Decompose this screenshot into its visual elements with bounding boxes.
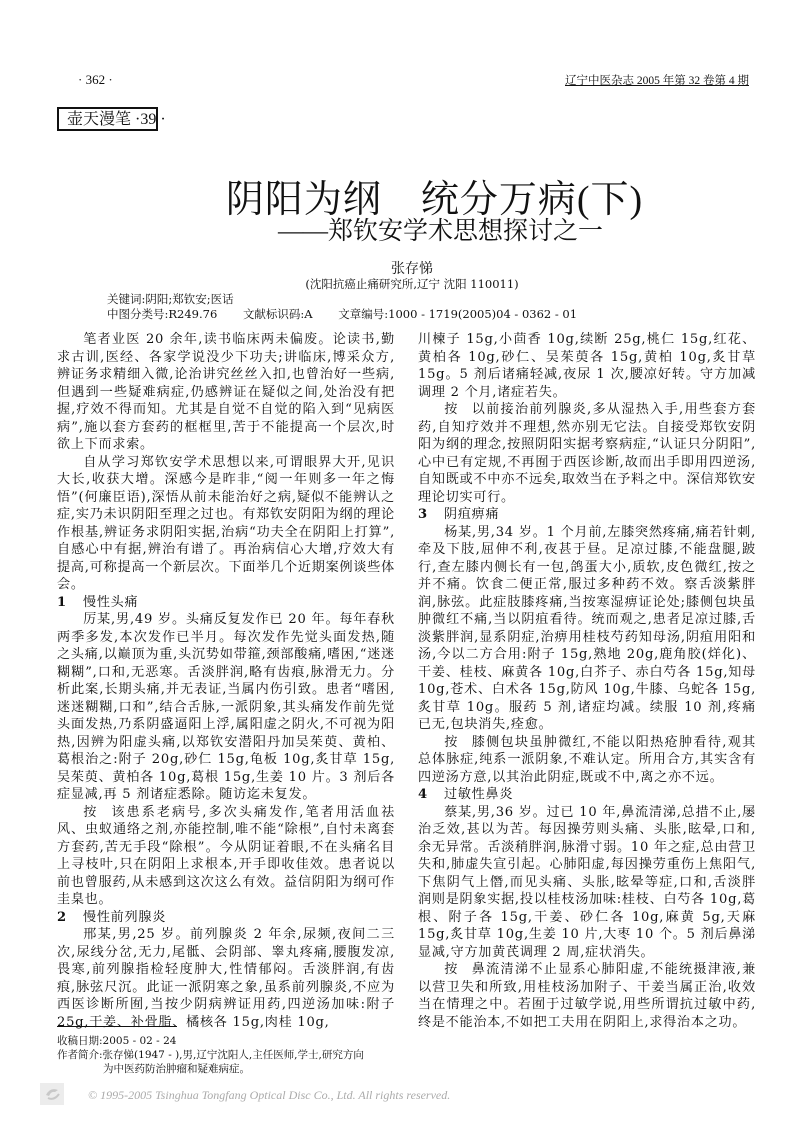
commentary-paragraph [57, 804, 395, 909]
clc-number: 中图分类号:R249.76 [107, 307, 218, 321]
paragraph: 笔者业医 20 余年,读书临床两未偏废。论读书,勤求古训,医经、各家学说没少下功夫;讲临床,博采众方,辨证务求精细入微,论治讲究丝丝入扣,也曾治好一些病,但遇到一些疑难病症,仍感辨证在疑似之间,处治没有把握,疗效不得而知。尤其是自觉不自觉的陷入到“见病医病”,施以套方套药的框框里,苦于不能提高一个层次,时欲上下而求索。 [57, 332, 395, 452]
section-heading [418, 786, 756, 804]
paragraph: 蔡某,男,36 岁。过已 10 年,鼻流清涕,总措不止,屡治乏效,甚以为苦。每因操劳则头痛、头胀,眩晕,口和,余无异常。舌淡稍胖润,脉滑寸弱。10 年之症,总由营卫失和,肺虚失宣引起。心肺阳虚,每因操劳重伤上焦阳气,下焦阴气上僭,而见头痛、头胀,眩晕等症,口和,舌淡胖润则是阴象实据,投以桂枝汤加味:桂枝、白芍各 10g,葛根、附子各 15g,干姜、砂仁各 10g,麻黄 5g,天麻 15g,炙甘草 10g,生姜 10 片,大枣 10 个。5 剂后鼻涕显减,守方加黄芪调理 2 周,症状消失。 [418, 804, 757, 960]
page-number: · 362 · [78, 72, 113, 87]
classification-line [107, 306, 599, 322]
section-title: 慢性头痛 [83, 594, 139, 610]
commentary-paragraph [418, 734, 756, 787]
commentary-text: 鼻流清涕不止显系心肺阳虚,不能统摄津液,兼以营卫失和所致,用桂枝汤加附子、干姜当属正治,收效当在情理之中。若囿于过敏学说,用些所谓抗过敏中药,终是不能治本,不如把工夫用在阴阳上,求得治本之功。 [418, 962, 757, 1030]
author-affiliation: (沈阳抗癌止痛研究所,辽宁 沈阳 110011) [305, 277, 519, 291]
article-subtitle: ——郑钦安学术思想探讨之一 [277, 218, 603, 245]
commentary-label: 按 [83, 804, 99, 820]
publisher-logo-icon [40, 1083, 64, 1105]
journal-header: 辽宁中医杂志 2005 年第 32 卷第 4 期 [565, 75, 749, 87]
author-name: 张存悌 [391, 261, 433, 277]
author-bio-continued: 为中医药防治肿瘤和疑难病症。 [103, 1063, 250, 1075]
commentary-paragraph [418, 401, 756, 506]
column-tag: 壶天漫笔 ·39 · [57, 107, 158, 131]
commentary-label: 按 [444, 734, 459, 750]
section-title: 过敏性鼻炎 [444, 787, 514, 802]
paragraph: 自从学习郑钦安学术思想以来,可谓眼界大开,见识大长,收获大增。深感今是昨非,“阅一年则多一年之悔悟”(何廉臣语),深悟从前未能治好之病,疑似不能辨认之症,实乃未识阴阳至理之过也。有郑钦安阴阳为纲的理论作根基,辨证务求阴阳实据,治病“功夫全在阴阳上打算”,自感心中有据,辨治有谱了。再治病信心大增,疗效大有提高,可称提高一个新层次。下面举几个近期案例谈些体会。 [57, 454, 395, 592]
commentary-text: 膝侧包块虽肿微红,不能以阳热疮肿看待,观其总体脉症,纯系一派阴象,不难认定。所用合方,其实含有四逆汤方意,以其治此阴症,既或不中,离之亦不远。 [418, 734, 757, 785]
article-number: 文章编号:1000 - 1719(2005)04 - 0362 - 01 [338, 307, 578, 321]
paragraph: 邢某,男,25 岁。前列腺炎 2 年余,尿频,夜间二三次,尿线分岔,无力,尾骶、会阴部、睾丸疼痛,腰腹发凉,畏寒,前列腺指检轻度肿大,性情郁闷。舌淡胖润,有齿痕,脉弦尺沉。此证一派阴寒之象,虽系前列腺炎,不应为西医诊断所囿,当按少阴病辨证用药,四逆汤加味:附子 25g,干姜、补骨脂、橘核各 15g,肉桂 10g, [57, 927, 395, 1030]
section-heading [418, 506, 756, 524]
commentary-label: 按 [444, 962, 459, 977]
footnote-divider [57, 1026, 177, 1027]
section-number: 4 [418, 787, 428, 802]
paragraph: 川楝子 15g,小茴香 10g,续断 25g,桃仁 15g,红花、黄柏各 10g,砂仁、吴茱萸各 15g,黄柏 10g,炙甘草 15g。5 剂后诸痛轻减,夜尿 1 次,腰凉好转。守方加减调理 2 个月,诸症若失。 [418, 332, 756, 400]
right-column [418, 331, 756, 1031]
commentary-text: 以前接治前列腺炎,多从湿热入手,用些套方套药,自知疗效并不理想,然亦别无它法。自接受郑钦安阴阳为纲的理念,按照阴阳实据考察病症,“认证只分阴阳”,心中已有定规,不再囿于西医诊断,故而出手即用四逆汤,自知既或不中亦不远矣,取效当在予料之中。深信郑钦安理论切实可行。 [418, 402, 757, 505]
section-number: 3 [418, 507, 428, 522]
document-code: 文献标识码:A [242, 307, 313, 321]
author-bio: 作者简介:张存悌(1947 - ),男,辽宁沈阳人,主任医师,学士,研究方向 [57, 1049, 364, 1061]
commentary-label: 按 [444, 402, 459, 417]
section-number: 1 [57, 594, 67, 610]
copyright-notice: © 1995-2005 Tsinghua Tongfang Optical Disc Co., Ltd. All rights reserved. [88, 1088, 451, 1102]
section-heading [57, 909, 395, 927]
section-number: 2 [57, 909, 67, 925]
section-heading [57, 594, 395, 612]
received-date: 收稿日期:2005 - 02 - 24 [57, 1035, 177, 1047]
keywords: 关键词:阴阳;郑钦安;医话 [107, 292, 234, 306]
section-title: 阴疽痹痛 [444, 507, 500, 522]
article-title: 阴阳为纲 统分万病(下) [225, 179, 644, 221]
left-column [57, 331, 395, 1031]
commentary-text: 该患系老病号,多次头痛发作,笔者用活血祛风、虫蚁通络之剂,亦能控制,唯不能“除根”,自忖未离套方套药,苦无手段“除根”。今从阴证着眼,不在头痛名目上寻枝叶,只在阴阳上求根本,开手即收佳效。患者说以前也曾服药,从未感到这次这么有效。益信阴阳为纲可作圭臬也。 [57, 804, 395, 907]
section-title: 慢性前列腺炎 [83, 909, 167, 925]
commentary-paragraph [418, 961, 756, 1031]
paragraph: 杨某,男,34 岁。1 个月前,左膝突然疼痛,痛若针刺,牵及下肢,屈伸不利,夜甚于昼。足凉过膝,不能盘腿,跛行,查左膝内侧长有一包,鸽蛋大小,质软,皮色微红,按之并不痛。饮食二便正常,服过多种药不效。察舌淡紫胖润,脉弦。此症肢膝疼痛,当按寒湿痹证论处;膝侧包块虽肿微红不痛,当以阴疽看待。统而观之,患者足凉过膝,舌淡紫胖润,显系阴症,治痹用桂枝芍药知母汤,阴疽用阳和汤,今以二方合用:附子 15g,熟地 20g,鹿角胶(烊化)、干姜、桂枝、麻黄各 10g,白芥子、赤白芍各 15g,知母 10g,苍术、白术各 15g,防风 10g,牛膝、乌蛇各 15g,炙甘草 10g。服药 5 剂,诸症均减。续服 10 剂,疼痛已无,包块消失,痊愈。 [418, 524, 756, 732]
paragraph: 厉某,男,49 岁。头痛反复发作已 20 年。每年春秋两季多发,本次发作已半月。每次发作先觉头面发热,随之头痛,以巅顶为重,头沉势如带箍,颈部酸痛,嗜困,“迷迷糊糊”,口和,无恶寒。舌淡胖润,略有齿痕,脉滑无力。分析此案,长期头痛,并无表证,当属内伤引致。患者“嗜困,迷迷糊糊,口和”,结合舌脉,一派阴象,其头痛发作前先觉头面发热,乃系阴盛逼阳上浮,属阳虚之阴火,不可视为阳热,因辨为阳虚头痛,以郑钦安潜阳丹加吴茱萸、黄柏、葛根治之:附子 20g,砂仁 15g,龟板 10g,炙甘草 15g,吴茱萸、黄柏各 10g,葛根 15g,生姜 10 片。3 剂后各症显减,再 5 剂诸症悉除。随访迄未复发。 [57, 612, 395, 802]
